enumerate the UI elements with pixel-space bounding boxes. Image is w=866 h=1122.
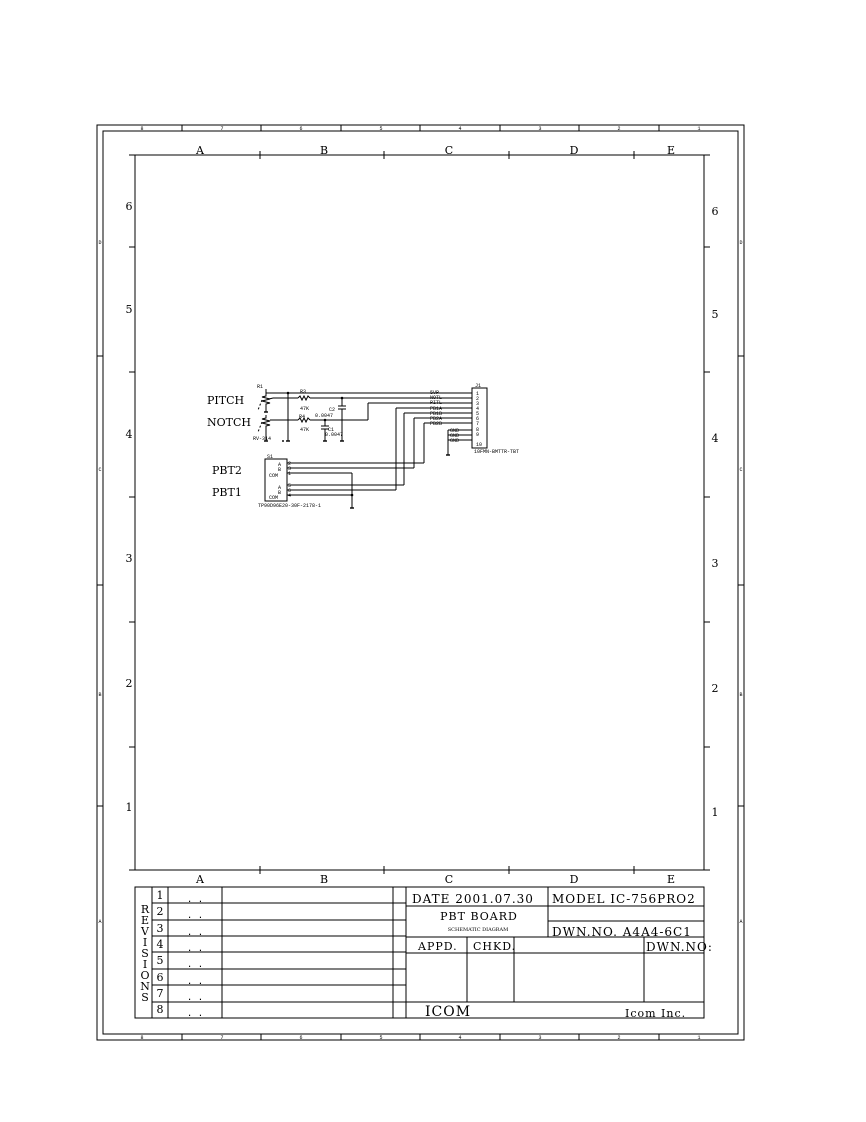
drawing-frame [129, 151, 710, 874]
outer-num: 5 [379, 1035, 383, 1041]
j1-net: GND [450, 428, 460, 434]
s1-pin-num: 1 [288, 471, 292, 477]
rev-number: 1 [156, 889, 164, 902]
r1-ref: R1 [257, 384, 264, 390]
revisions-letter: I [142, 936, 148, 949]
s1-pin-num: 3 [288, 466, 292, 472]
j1-net: NOTL [430, 395, 443, 401]
board-title: PBT BOARD [440, 910, 518, 923]
row-number: 5 [711, 308, 719, 321]
j1-pin: 10 [476, 442, 483, 448]
row-number: 4 [711, 432, 719, 445]
outer-side-letter: D [98, 240, 102, 246]
c2-value: 0.0047 [315, 413, 334, 419]
rev-dots: . . [186, 911, 204, 921]
r4-value: 47K [300, 427, 310, 433]
column-letter: A [196, 873, 204, 886]
outer-num: 6 [299, 1035, 303, 1041]
rev-dots: . . [186, 977, 204, 987]
j1-net: PB2B [430, 421, 443, 427]
pbt1-label: PBT1 [212, 486, 242, 499]
j1-pin: 2 [476, 396, 480, 402]
j1-pin: 9 [476, 432, 480, 438]
column-letter: B [319, 144, 329, 157]
outer-num: 7 [220, 126, 224, 132]
row-number: 2 [125, 677, 133, 690]
revisions-letter: I [142, 958, 148, 971]
row-number: 2 [711, 682, 719, 695]
row-number: 6 [125, 200, 133, 213]
outer-side-letter: B [739, 692, 743, 698]
outer-num: 8 [140, 126, 144, 132]
j1-net: GND [450, 438, 460, 444]
column-letter: E [666, 873, 676, 886]
j1-net: PB2A [430, 416, 443, 422]
outer-num: 8 [140, 1035, 144, 1041]
outer-num: 5 [379, 126, 383, 132]
column-letter: D [569, 873, 579, 886]
j1-pin: 7 [476, 421, 480, 427]
j1-pin: 4 [476, 406, 480, 412]
column-letter: B [319, 873, 329, 886]
outer-num: 3 [538, 126, 542, 132]
rev-dots: . . [186, 960, 204, 970]
outer-num: 4 [458, 1035, 462, 1041]
c1-ref: C1 [328, 427, 335, 433]
pitch-label: PITCH [207, 394, 245, 407]
rev-dots: . . [186, 928, 204, 938]
j1-part: 10FMN-BMTTR-TBT [474, 449, 520, 455]
s1-pin-num: 2 [288, 461, 292, 467]
j1-pin: 1 [476, 391, 480, 397]
column-letter: C [444, 873, 454, 886]
s1-ref: S1 [267, 454, 274, 460]
outer-side-letter: C [739, 467, 743, 473]
outer-num: 3 [538, 1035, 542, 1041]
r3-ref: R3 [300, 389, 307, 395]
notch-label: NOTCH [207, 416, 251, 429]
column-letter: C [444, 144, 454, 157]
pbt2-label: PBT2 [212, 464, 242, 477]
revisions-letter: R [140, 903, 150, 916]
c1-value: 0.0047 [325, 432, 344, 438]
j1-net: PB1A [430, 406, 443, 412]
column-letter: D [569, 144, 579, 157]
pitch-potentiometer [258, 389, 273, 410]
j1-net: GND [450, 433, 460, 439]
drawing-number: DWN.NO. A4A4-6C1 [552, 925, 692, 939]
s1-pin-label: B [278, 467, 282, 473]
outer-num: 4 [458, 126, 462, 132]
j1-pin: 6 [476, 416, 480, 422]
s1-pin-num: 4 [288, 493, 292, 499]
chkd-label: CHKD. [473, 940, 517, 953]
outer-num: 6 [299, 126, 303, 132]
rev-number: 3 [156, 922, 164, 935]
j1-pin: 8 [476, 427, 480, 433]
s1-pin-label: A [278, 462, 282, 468]
j1-pin: 3 [476, 401, 480, 407]
notch-potentiometer [258, 415, 270, 433]
s1-pin-num: 5 [288, 483, 292, 489]
s1-pin-num: 6 [288, 488, 292, 494]
schematic-diagram-label: SCHEMATIC DIAGRAM [447, 927, 509, 933]
outer-num: 1 [697, 1035, 701, 1041]
icom-logo: ICOM [425, 1004, 472, 1020]
appd-label: APPD. [418, 940, 458, 953]
revisions-letter: N [140, 980, 150, 993]
rev-dots: . . [186, 944, 204, 954]
revisions-letter: O [140, 969, 150, 982]
outer-num: 2 [617, 1035, 621, 1041]
j1-pin: 5 [476, 411, 480, 417]
rev-number: 5 [156, 954, 164, 967]
row-number: 5 [125, 303, 133, 316]
j1-net: PITL [430, 400, 443, 406]
rev-number: 2 [156, 905, 164, 918]
drawing-date: DATE 2001.07.30 [412, 892, 534, 906]
dwn-no-label: DWN.NO: [646, 940, 713, 954]
outer-side-ticks [97, 356, 744, 806]
company-name: Icom Inc. [625, 1007, 687, 1020]
model-number: MODEL IC-756PRO2 [552, 892, 696, 906]
rev-dots: . . [186, 993, 204, 1003]
c2-ref: C2 [329, 407, 336, 413]
rv-part: RV-314 [253, 436, 272, 442]
rev-number: 6 [156, 971, 164, 984]
j1-net: PB1B [430, 411, 443, 417]
rev-number: 8 [156, 1003, 164, 1016]
outer-num: 1 [697, 126, 701, 132]
outer-side-letter: B [98, 692, 102, 698]
row-number: 4 [125, 428, 133, 441]
r3-value: 47K [300, 406, 310, 412]
column-letter: A [196, 144, 204, 157]
outer-num: 7 [220, 1035, 224, 1041]
rev-dots: . . [186, 1009, 204, 1019]
outer-side-letter: A [739, 919, 743, 925]
revisions-letter: S [141, 991, 149, 1004]
row-number: 1 [125, 801, 133, 814]
rev-dots: . . [186, 895, 204, 905]
r4-ref: R4 [299, 414, 306, 420]
outer-num: 2 [617, 126, 621, 132]
column-letter: E [666, 144, 676, 157]
outer-side-letter: D [739, 240, 743, 246]
s1-pin-label: B [278, 490, 282, 496]
s1-part: TP90D96E20-30F-2178-1 [258, 503, 322, 509]
row-number: 1 [711, 806, 719, 819]
row-number: 6 [711, 205, 719, 218]
j1-ref: J1 [475, 383, 482, 389]
schematic-circuit [207, 383, 519, 509]
revisions-letter: E [140, 914, 150, 927]
s1-pin-label: COM [269, 473, 279, 479]
row-number: 3 [711, 557, 719, 570]
s1-pin-label: COM [269, 495, 279, 501]
outer-side-letter: C [98, 467, 102, 473]
rev-number: 4 [156, 938, 164, 951]
revisions-letter: V [141, 925, 149, 938]
s1-pin-label: A [278, 485, 282, 491]
rev-number: 7 [156, 987, 164, 1000]
outer-side-letter: A [98, 919, 102, 925]
row-number: 3 [125, 552, 133, 565]
j1-net: 5VP [430, 390, 440, 396]
revisions-letter: S [141, 947, 149, 960]
